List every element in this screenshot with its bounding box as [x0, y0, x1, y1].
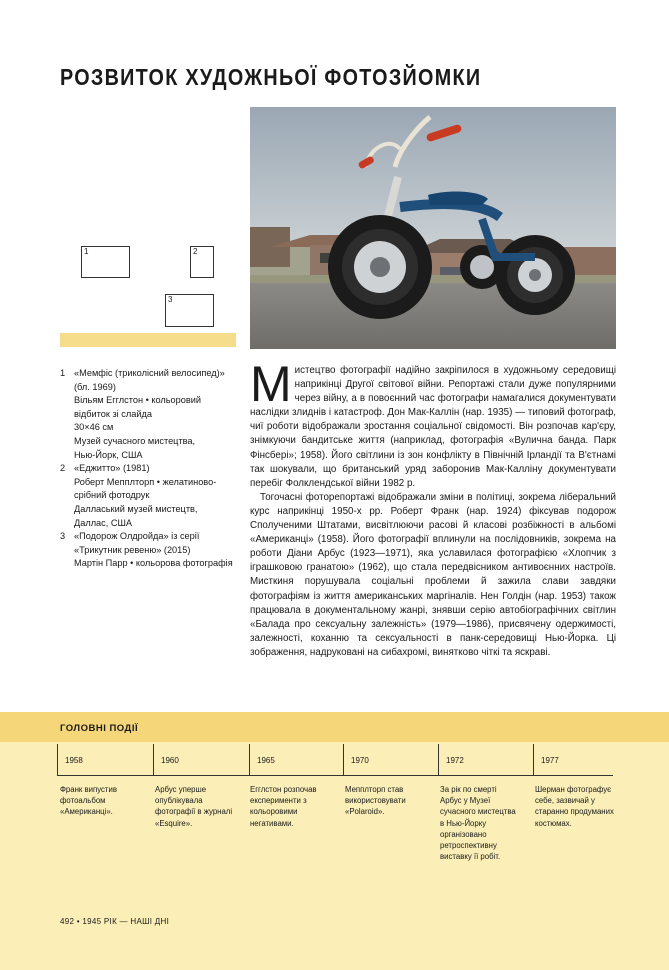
- year-label: 1965: [257, 756, 275, 765]
- caption-line: Мартін Парр • кольорова фотографія: [74, 558, 233, 569]
- thumbnail-number: 2: [193, 247, 198, 256]
- paragraph-1: [250, 356, 616, 491]
- caption-line: Вільям Егглстон • кольоровий: [74, 395, 202, 406]
- caption-line: відбиток зі слайда: [74, 408, 152, 419]
- caption-line: Даллас, США: [74, 517, 133, 528]
- key-events-header: [0, 712, 669, 742]
- caption-line: «Еджитто» (1981): [74, 463, 150, 474]
- caption-line: «Мемфіс (триколісний велосипед)»: [74, 368, 225, 378]
- thumbnail-3[interactable]: [165, 294, 214, 327]
- page-title: РОЗВИТОК ХУДОЖНЬОЇ ФОТОЗЙОМКИ: [60, 64, 482, 90]
- caption-line: «Трикутник ревеню» (2015): [74, 544, 191, 555]
- caption-accent-bar: [60, 333, 236, 347]
- year-label: 1977: [541, 756, 559, 765]
- timeline-year-1960: [153, 744, 179, 775]
- timeline-year-1972: [438, 744, 464, 775]
- caption-2: [60, 462, 240, 530]
- year-label: 1972: [446, 756, 464, 765]
- caption-1: [60, 367, 240, 462]
- key-events-panel: [0, 712, 669, 970]
- timeline-year-1958: [57, 744, 83, 775]
- thumbnail-number: 3: [168, 295, 173, 304]
- event-text: Франк випустив фотоальбом «Американці».: [60, 785, 117, 817]
- year-label: 1970: [351, 756, 369, 765]
- page-footer: 492 • 1945 РІК — НАШІ ДНІ: [60, 917, 170, 926]
- timeline-year-1977: [533, 744, 559, 775]
- drop-cap: М: [250, 356, 292, 412]
- key-events-title: ГОЛОВНІ ПОДІЇ: [60, 723, 139, 734]
- caption-line: (бл. 1969): [74, 381, 116, 392]
- event-text: Арбус уперше опублікувала фотографії в журналі «Esquire».: [155, 785, 233, 828]
- paragraph-2: Тогочасні фоторепортажі відображали зміни в політиці, зокрема ліберальний курс наприкінці 1950-х рр. Роберт Франк (нар. 1924) фіксував подорож Сполученими Штатами, висвітлюючи расові й класові розбіжності в альбомі «Американці» (1958). Його фотографії вплинули на послідовників, зокрема на роботи Діани Арбус (1923—1971), яка уславилася фотографією «Хлопчик з іграшковою гранатою» (1962), що стала передвісником антивоєнних настроїв. Мисткиня порушувала соціальні проблеми й зажила слави завдяки фотографіям із життя американських маргіналів. Нен Голдін (нар. 1953) також працювала в документальному жанрі, знявши серію автобіографічних світлин «Балада про сексуальну залежність» (1979—1986), присвячену одержимості, залежності, коханню та сексуальності в панк-середовищі Нью-Йорка. Ці зображення, надруковані на сибахромі, винятково чіткі та яскраві.: [250, 491, 616, 658]
- paragraph-1-text: истецтво фотографії надійно закріпилося в художньому середовищі наприкінці Другої світової війни. Репортажі стали дуже популярними через війну, а в повоєнний час фотографи намагалися документувати наслідки злиднів і катастроф. Дон Мак-Каллін (нар. 1935) — типовий фотограф, чиї роботи відображали зростання соціальної свідомості. Він розпочав кар'єру, знімкуючи бандитське життя (наприклад, фотографія «Вулична банда. Парк Фінсбері»; 1958). Його світлини із зон конфлікту в Північній Ірландії та В'єтнамі так шокували, що британський уряд заборонив Мак-Калліну документувати перебіг Фолклендської війни 1982 р.: [250, 365, 616, 489]
- caption-number: 2: [60, 463, 66, 474]
- thumbnail-2[interactable]: [190, 246, 214, 278]
- event-text: Шерман фотографує себе, зазвичай у старанно продуманих костюмах.: [535, 785, 614, 828]
- thumbnail-number: 1: [84, 247, 89, 256]
- event-text: Егглстон розпочав експерименти з кольоровими негативами.: [250, 785, 317, 828]
- year-label: 1960: [161, 756, 179, 765]
- timeline-year-1970: [343, 744, 369, 775]
- caption-number: 1: [60, 368, 66, 378]
- timeline-line: [57, 775, 613, 776]
- caption-line: Далласький музей мистецтв,: [74, 503, 198, 514]
- caption-number: 3: [60, 531, 66, 542]
- event-text: Мепплторп став використовувати «Polaroid».: [345, 785, 406, 817]
- timeline-year-1965: [249, 744, 275, 775]
- event-text: За рік по смерті Арбус у Музеї сучасного мистецтва в Нью-Йорку організовано ретроспективну виставку її робіт.: [440, 785, 516, 862]
- caption-line: «Подорож Олдройда» із серії: [74, 531, 200, 542]
- caption-line: срібний фотодрук: [74, 490, 150, 501]
- caption-line: Роберт Мепплторп • желатиново-: [74, 476, 217, 487]
- caption-line: Нью-Йорк, США: [74, 449, 143, 460]
- caption-3: [60, 530, 240, 571]
- caption-line: Музей сучасного мистецтва,: [74, 435, 196, 446]
- article-body: [250, 356, 616, 660]
- year-label: 1958: [65, 756, 83, 765]
- caption-line: 30×46 см: [74, 422, 114, 433]
- image-captions: [60, 367, 240, 571]
- tricycle-photo: [250, 107, 616, 349]
- thumbnail-1[interactable]: [81, 246, 130, 278]
